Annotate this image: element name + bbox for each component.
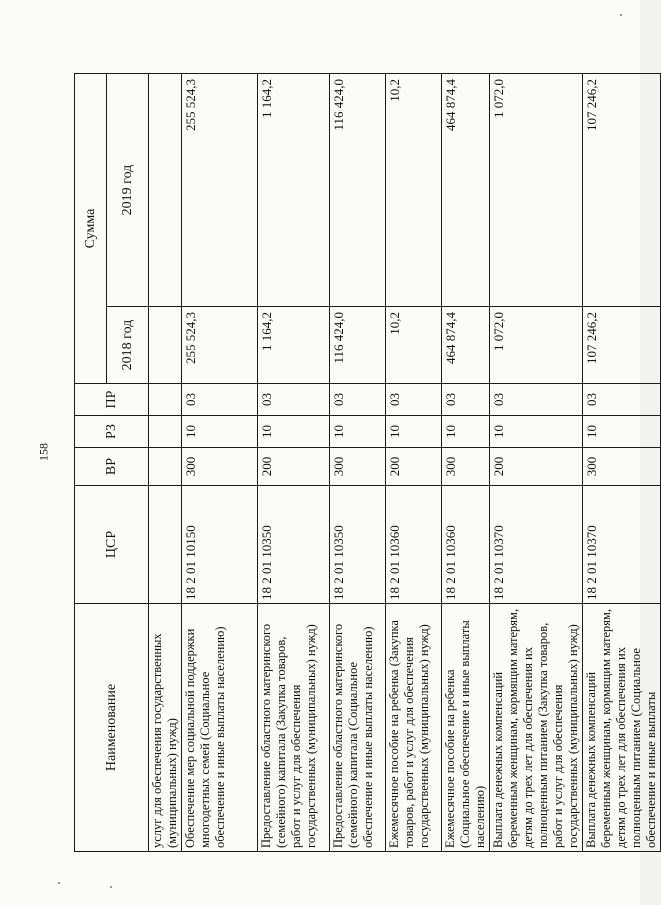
row-rz: 10 (490, 416, 583, 448)
row-csr: 18 2 01 10360 (442, 486, 490, 604)
row-rz: 10 (182, 416, 258, 448)
table-row (258, 74, 330, 852)
scan-speck (58, 882, 60, 884)
row-sum-2019: 1 164,2 (258, 74, 330, 307)
row-pr: 03 (583, 384, 661, 416)
row-rz: 10 (258, 416, 330, 448)
row-csr: 18 2 01 10350 (258, 486, 330, 604)
table-row (490, 74, 583, 852)
row-rz: 10 (442, 416, 490, 448)
row-vr (149, 448, 182, 486)
row-rz (149, 416, 182, 448)
row-name: Ежемесячное пособие на ребенка (Закупка товаров, работ и услуг для обеспечения государственных (муниципальных) нужд) (386, 604, 442, 852)
row-vr: 300 (442, 448, 490, 486)
row-vr: 300 (330, 448, 386, 486)
row-sum-2018: 10,2 (386, 307, 442, 384)
header-rz: РЗ (75, 416, 149, 448)
table-row (330, 74, 386, 852)
table-row (182, 74, 258, 852)
header-year-2019: 2019 год (107, 74, 149, 307)
row-sum-2018: 464 874,4 (442, 307, 490, 384)
row-sum-2018 (149, 307, 182, 384)
header-year-2018: 2018 год (107, 307, 149, 384)
budget-table (74, 73, 661, 852)
row-csr (149, 486, 182, 604)
row-vr: 200 (386, 448, 442, 486)
row-name: Обеспечение мер социальной поддержки многодетных семей (Социальное обеспечение и иные выплаты населению) (182, 604, 258, 852)
row-rz: 10 (386, 416, 442, 448)
row-sum-2019: 107 246,2 (583, 74, 661, 307)
row-csr: 18 2 01 10150 (182, 486, 258, 604)
row-sum-2019: 1 072,0 (490, 74, 583, 307)
row-pr: 03 (490, 384, 583, 416)
row-pr: 03 (258, 384, 330, 416)
table-row (583, 74, 661, 852)
row-sum-2019 (149, 74, 182, 307)
row-rz: 10 (330, 416, 386, 448)
row-vr: 200 (490, 448, 583, 486)
header-sum: Сумма (75, 74, 107, 384)
row-sum-2018: 107 246,2 (583, 307, 661, 384)
row-sum-2018: 1 164,2 (258, 307, 330, 384)
row-csr: 18 2 01 10370 (490, 486, 583, 604)
row-csr: 18 2 01 10350 (330, 486, 386, 604)
row-sum-2019: 464 874,4 (442, 74, 490, 307)
row-pr: 03 (442, 384, 490, 416)
header-vr: ВР (75, 448, 149, 486)
table-row (149, 74, 182, 852)
row-csr: 18 2 01 10360 (386, 486, 442, 604)
row-rz: 10 (583, 416, 661, 448)
row-pr: 03 (182, 384, 258, 416)
row-sum-2019: 10,2 (386, 74, 442, 307)
scan-speck (620, 14, 622, 16)
table-row (442, 74, 490, 852)
row-sum-2018: 255 524,3 (182, 307, 258, 384)
row-name: услуг для обеспечения государственных (муниципальных) нужд) (149, 604, 182, 852)
table-row (386, 74, 442, 852)
row-name: Выплата денежных компенсаций беременным женщинам, кормящим матерям, детям до трех лет для обеспечения их полноценным питанием (Закупка товаров, работ и услуг для обеспечения государственных (муниципальных) нужд) (490, 604, 583, 852)
header-csr: ЦСР (75, 486, 149, 604)
row-sum-2018: 1 072,0 (490, 307, 583, 384)
row-sum-2018: 116 424,0 (330, 307, 386, 384)
scan-speck (110, 886, 112, 888)
row-sum-2019: 116 424,0 (330, 74, 386, 307)
row-name: Предоставление областного материнского (семейного) капитала (Социальное обеспечение и иные выплаты населению) (330, 604, 386, 852)
row-csr: 18 2 01 10370 (583, 486, 661, 604)
row-vr: 200 (258, 448, 330, 486)
row-pr: 03 (330, 384, 386, 416)
row-sum-2019: 255 524,3 (182, 74, 258, 307)
row-pr (149, 384, 182, 416)
row-vr: 300 (182, 448, 258, 486)
rotated-table-wrapper (74, 74, 658, 852)
row-name: Ежемесячное пособие на ребенка (Социальное обеспечение и иные выплаты населению) (442, 604, 490, 852)
row-vr: 300 (583, 448, 661, 486)
row-name: Предоставление областного материнского (семейного) капитала (Закупка товаров, работ и услуг для обеспечения государственных (муниципальных) нужд) (258, 604, 330, 852)
row-pr: 03 (386, 384, 442, 416)
page-number: 158 (36, 443, 51, 461)
header-row-1 (75, 74, 107, 852)
row-name: Выплата денежных компенсаций беременным женщинам, кормящим матерям, детям до трех лет для обеспечения их полноценным питанием (Социальное обеспечение и иные выплаты (583, 604, 661, 852)
header-pr: ПР (75, 384, 149, 416)
header-name: Наименование (75, 604, 149, 852)
